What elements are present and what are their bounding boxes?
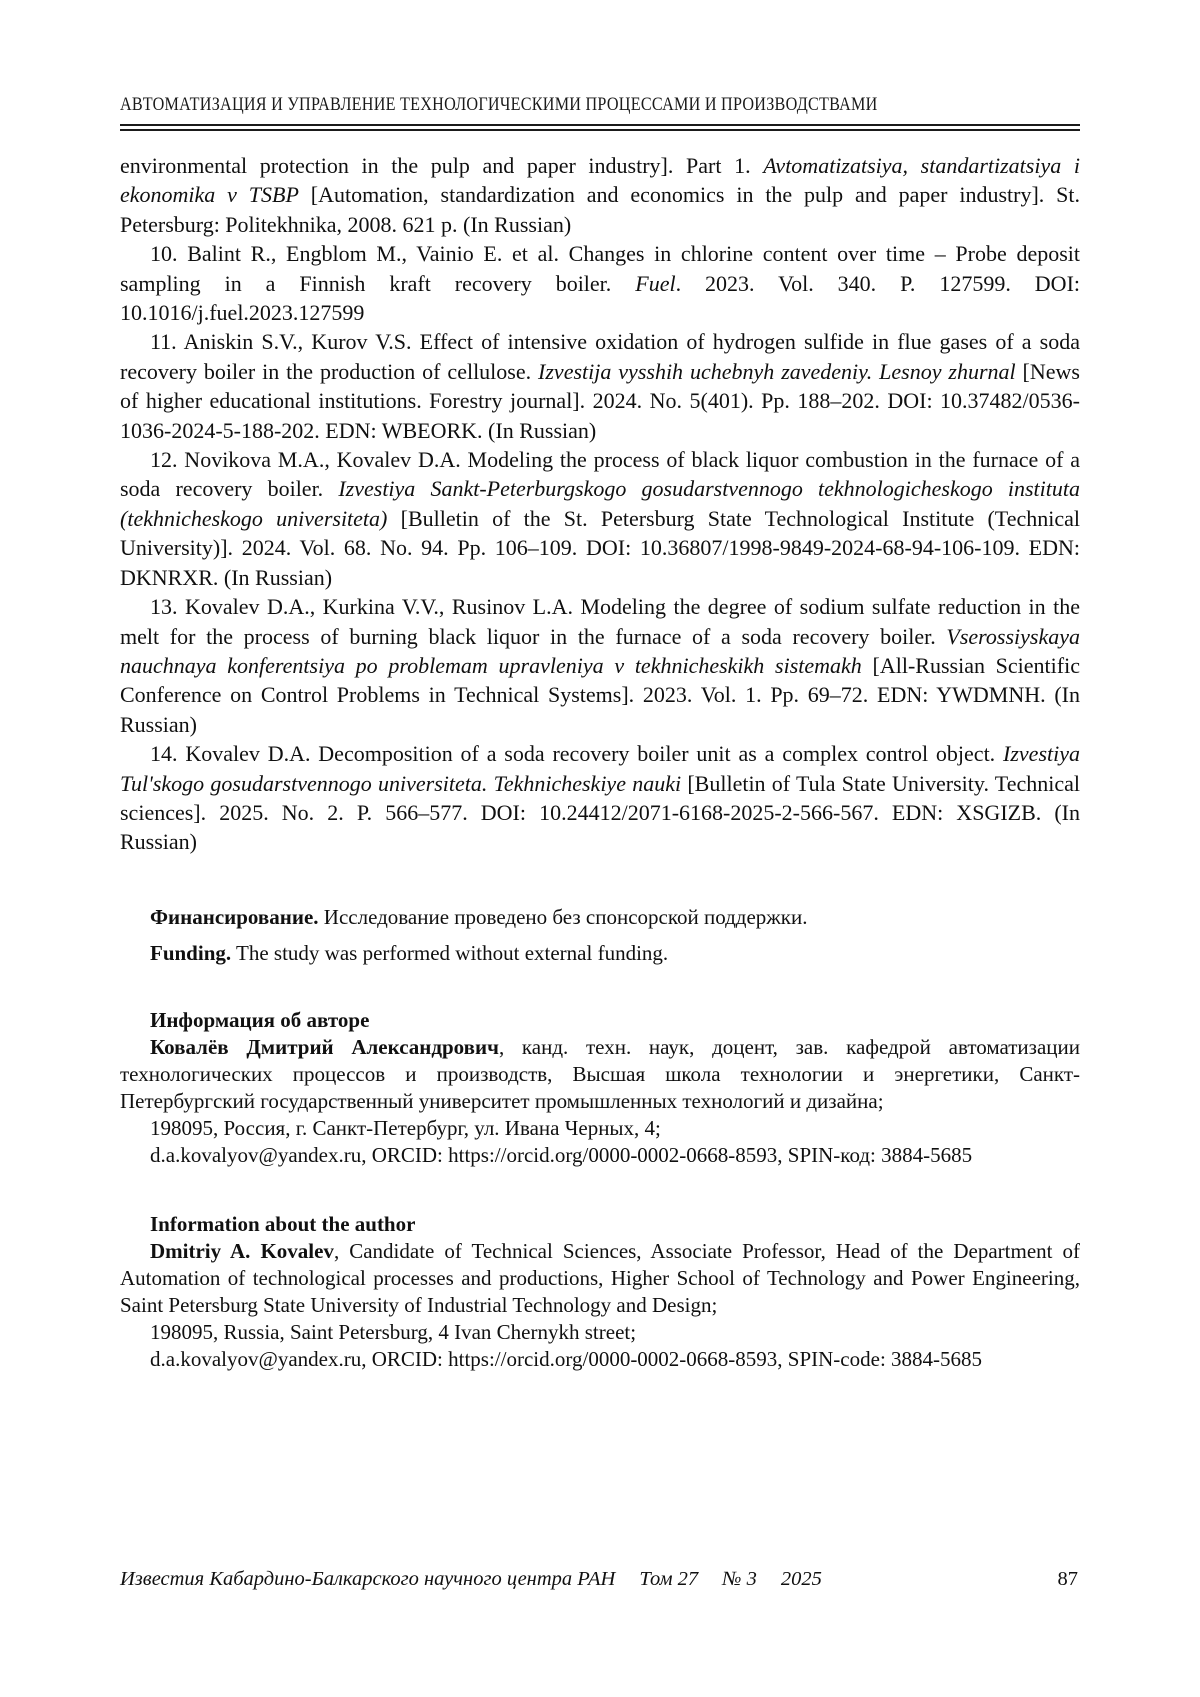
author-info-ru-heading: Информация об авторе	[150, 1007, 370, 1032]
text-segment: 12. Novikova M.A., Kovalev D.A. Modeling the process of black liquor combustion in the furnace of a soda recovery boiler.	[120, 447, 1080, 502]
reference-paragraph	[120, 327, 1080, 445]
text-segment: Исследование проведено без спонсорской поддержки.	[318, 904, 808, 929]
text-segment: [Bulletin of the St. Petersburg State Technological Institute (Technical University)]. 2024. Vol. 68. No. 94. Pp. 106–109. DOI: 10.36807/1998-9849-2024-68-94-106-109. EDN: DKNRXR. (In Russian)	[120, 505, 1080, 590]
page-number: 87	[1057, 1568, 1078, 1590]
author-info-en	[120, 1211, 1080, 1373]
text-segment: Ковалёв Дмитрий Александрович	[150, 1034, 499, 1059]
text-segment: Финансирование.	[150, 904, 319, 929]
footer-journal-line	[120, 1568, 822, 1591]
text-segment: [Automation, standardization and economics in the pulp and paper industry]. St. Petersburg: Politekhnika, 2008. 621 p. (In Russian)	[120, 182, 1080, 237]
author-contacts-ru: d.a.kovalyov@yandex.ru, ORCID: https://orcid.org/0000-0002-0668-8593, SPIN-код: 3884-5685	[150, 1142, 973, 1167]
text-segment: [All-Russian Scientific Conference on Control Problems in Technical Systems]. 2023. Vol. 1. Pp. 69–72. EDN: YWDMNH. (In Russian)	[120, 652, 1080, 737]
text-segment: 14. Kovalev D.A. Decomposition of a soda recovery boiler unit as a complex control object.	[150, 741, 1004, 767]
page-content	[120, 0, 1080, 1373]
text-segment: , Candidate of Technical Sciences, Associate Professor, Head of the Department of Automation of technological processes and productions, Higher School of Technology and Power Engineering, Saint Petersburg State University of Industrial Technology and Design;	[120, 1238, 1080, 1317]
author-bio-en	[120, 1238, 1080, 1319]
text-segment: Izvestiya Tul'skogo gosudarstvennogo universiteta. Tekhnicheskiye nauki	[120, 741, 1080, 796]
text-segment: [News of higher educational institutions. Forestry journal]. 2024. No. 5(401). Pp. 188–202. DOI: 10.37482/0536-1036-2024-5-188-202. EDN: WBEORK. (In Russian)	[120, 358, 1080, 443]
footer-issue: № 3	[722, 1568, 757, 1590]
text-segment: . 2023. Vol. 340. P. 127599. DOI: 10.1016/j.fuel.2023.127599	[120, 270, 1081, 326]
text-segment: [Bulletin of Tula State University. Technical sciences]. 2025. No. 2. P. 566–577. DOI: 10.24412/2071-6168-2025-2-566-567. EDN: XSGIZB. (In Russian)	[120, 770, 1080, 855]
funding-section	[120, 903, 1080, 967]
text-segment: Izvestiya Sankt-Peterburgskogo gosudarstvennogo tekhnologicheskogo instituta (tekhnicheskogo universiteta)	[120, 476, 1081, 531]
reference-paragraph	[120, 239, 1080, 327]
reference-paragraph	[120, 739, 1080, 857]
text-segment: Avtomatizatsiya, standartizatsiya i ekonomika v TSBP	[120, 153, 1080, 208]
footer-year: 2025	[780, 1568, 822, 1590]
text-segment: Funding.	[150, 940, 232, 965]
reference-paragraph	[120, 592, 1080, 739]
reference-paragraph	[120, 445, 1080, 592]
page-footer	[120, 1568, 1078, 1591]
references-list	[120, 151, 1080, 857]
text-segment: , канд. техн. наук, доцент, зав. кафедрой автоматизации технологических процессов и производств, Высшая школа технологии и энергетики, Санкт-Петербургский государственный университет промышленных технологий и дизайна;	[120, 1034, 1081, 1113]
text-segment: Dmitriy A. Kovalev	[150, 1238, 334, 1263]
text-segment: 10. Balint R., Engblom M., Vainio E. et al. Changes in chlorine content over time – Probe deposit sampling in a Finnish kraft recovery boiler.	[120, 241, 1080, 296]
author-address-ru: 198095, Россия, г. Санкт-Петербург, ул. Ивана Черных, 4;	[150, 1115, 661, 1140]
author-info-ru	[120, 1007, 1080, 1169]
header-rule	[120, 124, 1080, 131]
text-segment: Fuel	[635, 270, 676, 296]
funding-statement-ru	[120, 903, 1080, 931]
reference-paragraph	[120, 151, 1080, 239]
footer-volume: Том 27	[639, 1568, 699, 1590]
funding-statement-en	[120, 939, 1080, 967]
text-segment: environmental protection in the pulp and paper industry]. Part 1.	[120, 153, 764, 178]
author-bio-ru	[120, 1034, 1080, 1115]
footer-journal-title: Известия Кабардино-Балкарского научного центра РАН	[120, 1568, 616, 1590]
author-contacts-en: d.a.kovalyov@yandex.ru, ORCID: https://orcid.org/0000-0002-0668-8593, SPIN-code: 3884-5685	[150, 1346, 983, 1371]
author-address-en: 198095, Russia, Saint Petersburg, 4 Ivan Chernykh street;	[150, 1319, 637, 1344]
text-segment: The study was performed without external funding.	[231, 940, 669, 965]
author-info-en-heading: Information about the author	[150, 1211, 416, 1236]
text-segment: 11. Aniskin S.V., Kurov V.S. Effect of intensive oxidation of hydrogen sulfide in flue gases of a soda recovery boiler in the production of cellulose.	[120, 329, 1080, 384]
running-head: АВТОМАТИЗАЦИЯ И УПРАВЛЕНИЕ ТЕХНОЛОГИЧЕСКИМИ ПРОЦЕССАМИ И ПРОИЗВОДСТВАМИ	[120, 94, 878, 115]
text-segment: Vserossiyskaya nauchnaya konferentsiya po problemam upravleniya v tekhnicheskikh sistemakh	[120, 623, 1080, 678]
text-segment: 13. Kovalev D.A., Kurkina V.V., Rusinov L.A. Modeling the degree of sodium sulfate reduction in the melt for the process of burning black liquor in the furnace of a soda recovery boiler.	[120, 594, 1080, 649]
text-segment: Izvestija vysshih uchebnyh zavedeniy. Lesnoy zhurnal	[538, 358, 1016, 384]
